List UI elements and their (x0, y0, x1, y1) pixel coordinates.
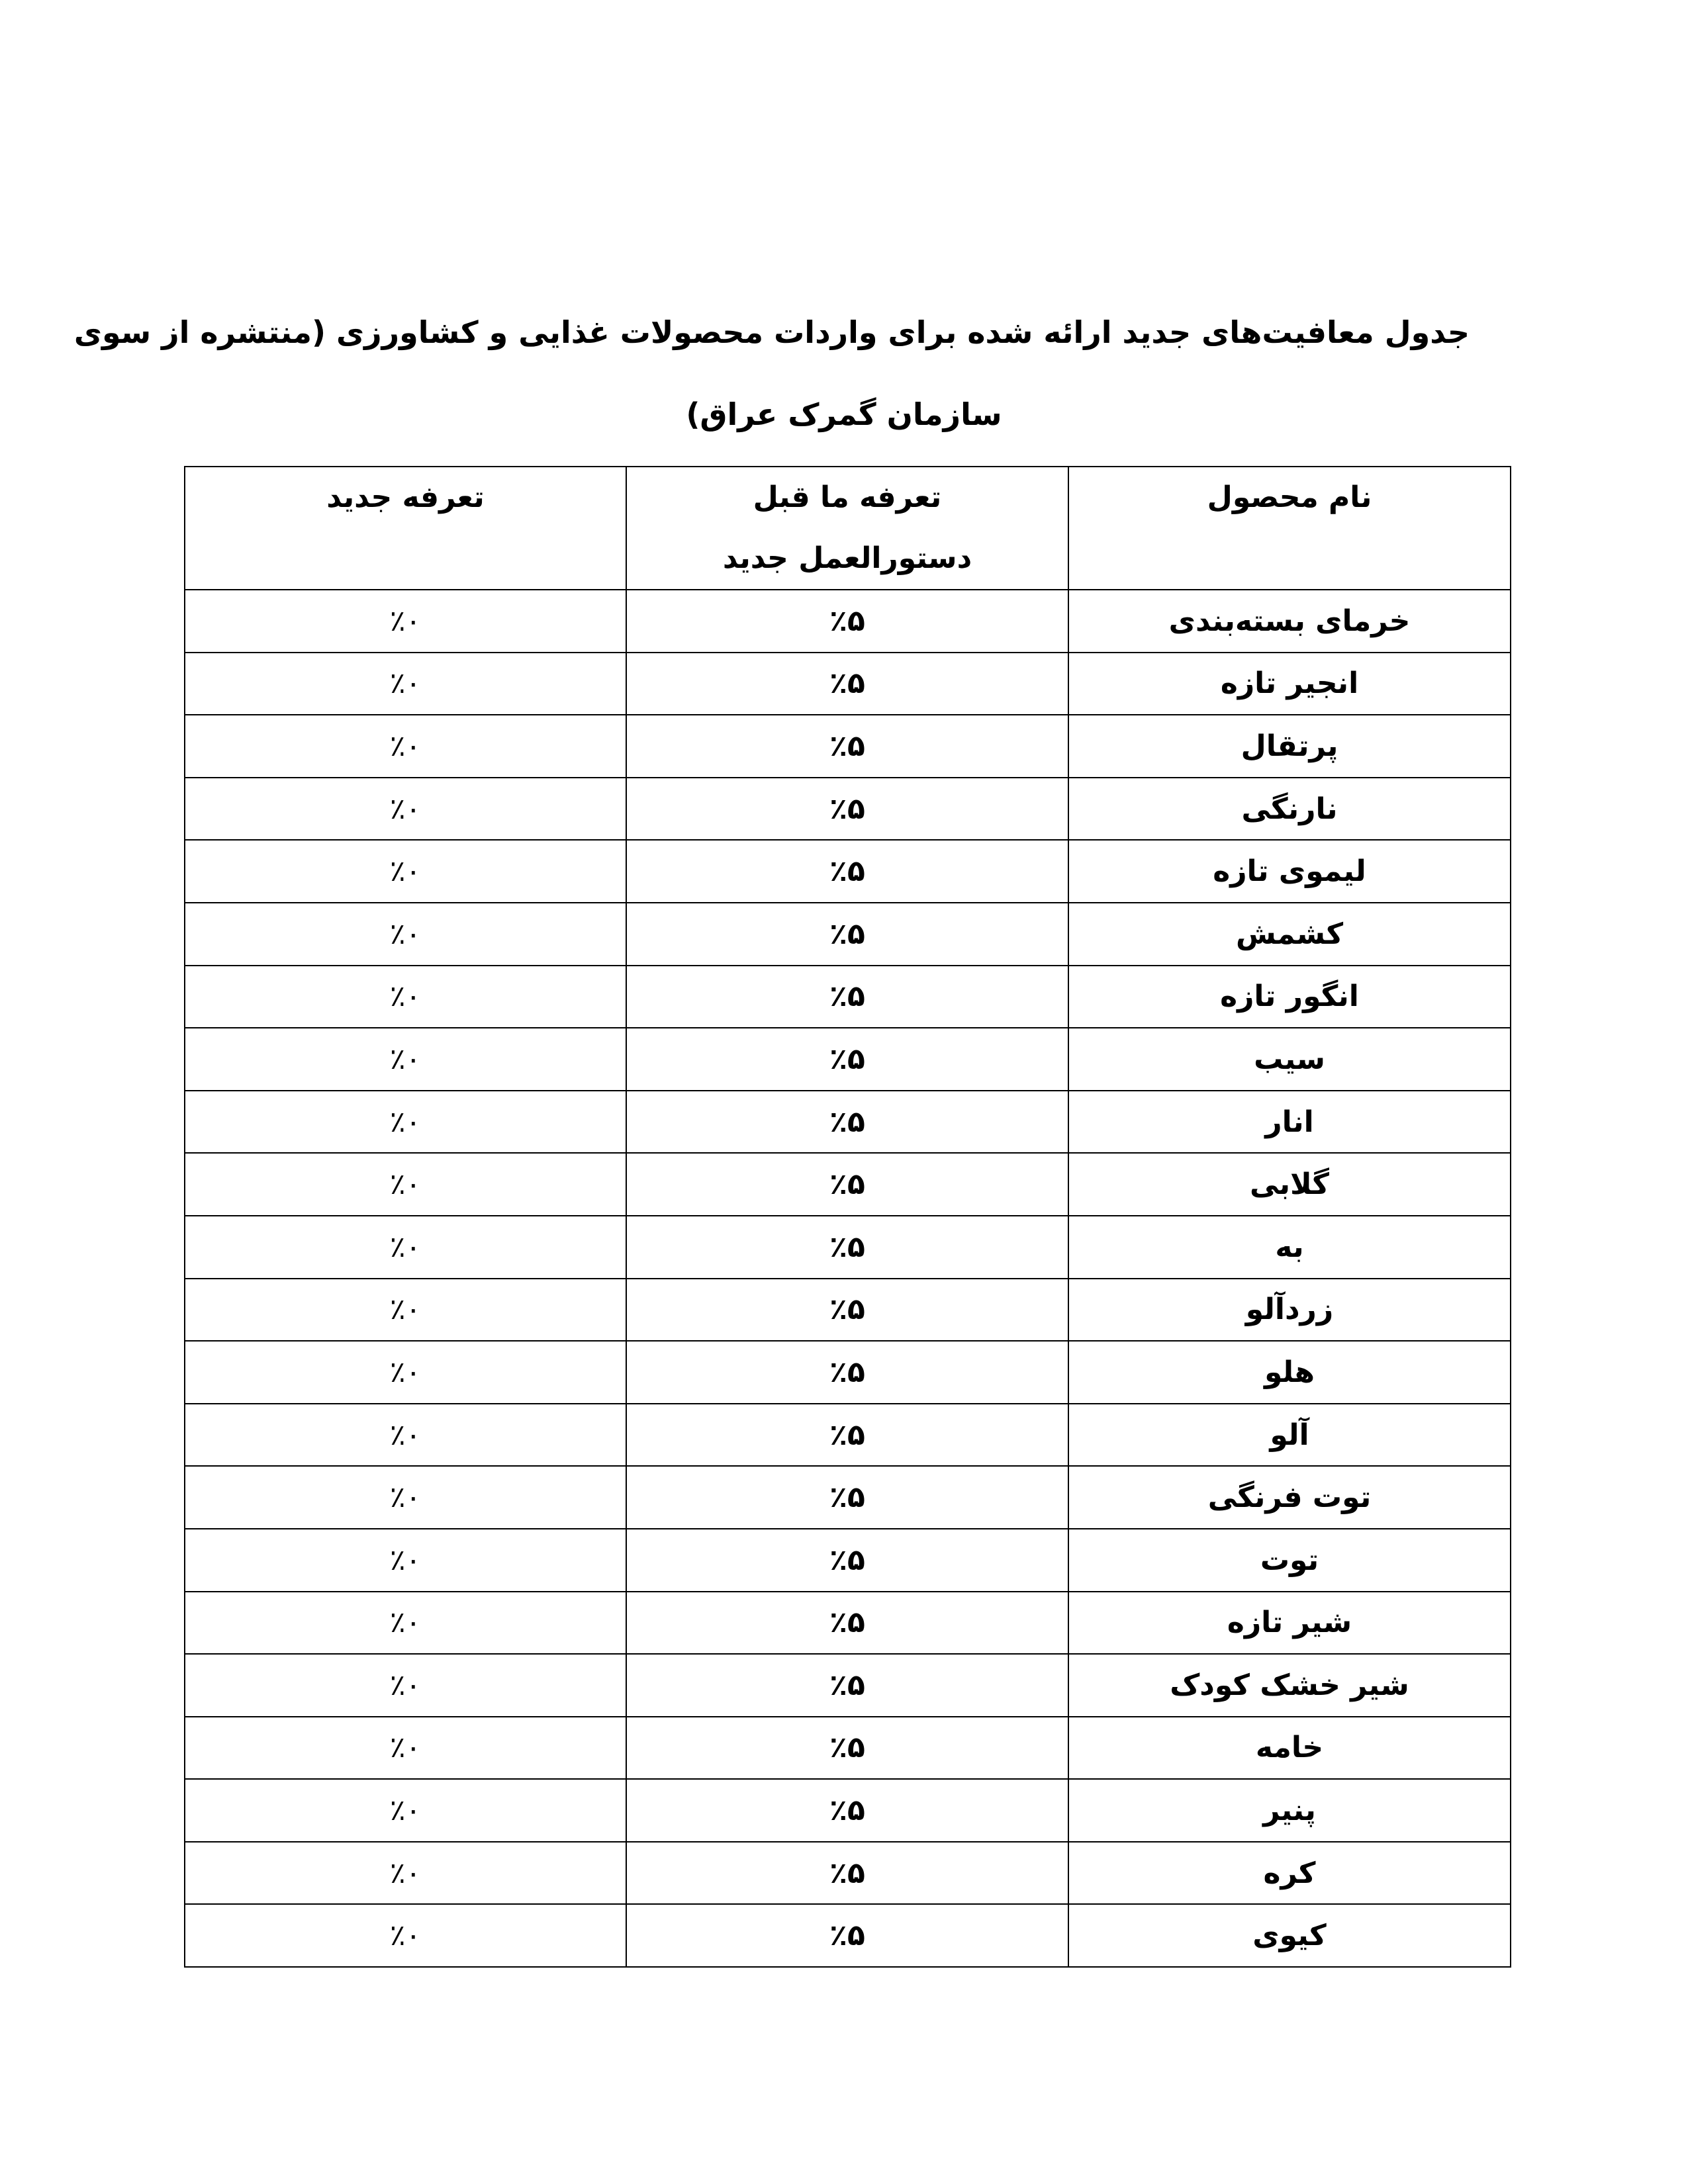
table-row (185, 1153, 1511, 1216)
old-tariff-cell: ٪۵ (626, 840, 1068, 903)
table-row (185, 1466, 1511, 1529)
old-tariff-cell: ٪۵ (626, 1216, 1068, 1279)
table-row (185, 715, 1511, 778)
header-product-label: نام محصول (1207, 480, 1372, 514)
new-tariff-cell: ٪۰ (185, 1216, 626, 1279)
table-row (185, 1341, 1511, 1404)
table-row (185, 1779, 1511, 1842)
new-tariff-cell: ٪۰ (185, 966, 626, 1028)
document-title (73, 291, 1470, 455)
new-tariff-cell: ٪۰ (185, 1904, 626, 1967)
new-tariff-cell: ٪۰ (185, 653, 626, 715)
new-tariff-cell: ٪۰ (185, 1592, 626, 1655)
old-tariff-cell: ٪۵ (626, 1842, 1068, 1905)
product-cell: شیر تازه (1068, 1592, 1511, 1655)
old-tariff-cell: ٪۵ (626, 1153, 1068, 1216)
new-tariff-cell: ٪۰ (185, 1717, 626, 1780)
new-tariff-cell: ٪۰ (185, 1842, 626, 1905)
new-tariff-cell: ٪۰ (185, 1404, 626, 1467)
table-row (185, 1028, 1511, 1091)
product-cell: توت (1068, 1529, 1511, 1592)
product-cell: توت فرنگی (1068, 1466, 1511, 1529)
old-tariff-cell: ٪۵ (626, 1592, 1068, 1655)
product-cell: سیب (1068, 1028, 1511, 1091)
header-new-tariff (185, 467, 626, 590)
new-tariff-cell: ٪۰ (185, 1529, 626, 1592)
header-old-tariff-label: تعرفه ما قبل دستورالعمل جدید (722, 480, 972, 575)
product-cell: خامه (1068, 1717, 1511, 1780)
new-tariff-cell: ٪۰ (185, 1341, 626, 1404)
new-tariff-cell: ٪۰ (185, 1091, 626, 1154)
product-cell: شیر خشک کودک (1068, 1654, 1511, 1717)
new-tariff-cell: ٪۰ (185, 903, 626, 966)
product-cell: پنیر (1068, 1779, 1511, 1842)
product-cell: گلابی (1068, 1153, 1511, 1216)
new-tariff-cell: ٪۰ (185, 778, 626, 841)
old-tariff-cell: ٪۵ (626, 715, 1068, 778)
old-tariff-cell: ٪۵ (626, 1779, 1068, 1842)
table-row (185, 1091, 1511, 1154)
product-cell: خرمای بسته‌بندی (1068, 590, 1511, 653)
product-cell: آلو (1068, 1404, 1511, 1467)
product-cell: به (1068, 1216, 1511, 1279)
product-cell: نارنگی (1068, 778, 1511, 841)
header-old-tariff (626, 467, 1068, 590)
table-row (185, 1279, 1511, 1342)
title-line-2: سازمان گمرک عراق) (686, 396, 1002, 432)
new-tariff-cell: ٪۰ (185, 1028, 626, 1091)
old-tariff-cell: ٪۵ (626, 903, 1068, 966)
old-tariff-cell: ٪۵ (626, 653, 1068, 715)
old-tariff-cell: ٪۵ (626, 1028, 1068, 1091)
product-cell: کره (1068, 1842, 1511, 1905)
table-body (185, 590, 1511, 1967)
table-row (185, 1404, 1511, 1467)
product-cell: لیموی تازه (1068, 840, 1511, 903)
table-row (185, 840, 1511, 903)
new-tariff-cell: ٪۰ (185, 840, 626, 903)
product-cell: زردآلو (1068, 1279, 1511, 1342)
old-tariff-cell: ٪۵ (626, 1466, 1068, 1529)
new-tariff-cell: ٪۰ (185, 1466, 626, 1529)
product-cell: انگور تازه (1068, 966, 1511, 1028)
title-line-1: جدول معافیت‌های جدید ارائه شده برای واردات محصولات غذایی و کشاورزی (منتشره از سوی (73, 314, 1470, 350)
table-row (185, 1842, 1511, 1905)
product-cell: انار (1068, 1091, 1511, 1154)
table-row (185, 1592, 1511, 1655)
product-cell: هلو (1068, 1341, 1511, 1404)
product-cell: انجیر تازه (1068, 653, 1511, 715)
table-row (185, 1529, 1511, 1592)
old-tariff-cell: ٪۵ (626, 1404, 1068, 1467)
table-row (185, 1904, 1511, 1967)
old-tariff-cell: ٪۵ (626, 590, 1068, 653)
header-product (1068, 467, 1511, 590)
new-tariff-cell: ٪۰ (185, 590, 626, 653)
old-tariff-cell: ٪۵ (626, 1717, 1068, 1780)
table-row (185, 1216, 1511, 1279)
old-tariff-cell: ٪۵ (626, 778, 1068, 841)
new-tariff-cell: ٪۰ (185, 715, 626, 778)
old-tariff-cell: ٪۵ (626, 1529, 1068, 1592)
table-row (185, 653, 1511, 715)
product-cell: کیوی (1068, 1904, 1511, 1967)
table-row (185, 966, 1511, 1028)
old-tariff-cell: ٪۵ (626, 1654, 1068, 1717)
table-row (185, 1654, 1511, 1717)
table-row (185, 590, 1511, 653)
table-row (185, 1717, 1511, 1780)
old-tariff-cell: ٪۵ (626, 1341, 1068, 1404)
table-row (185, 903, 1511, 966)
new-tariff-cell: ٪۰ (185, 1153, 626, 1216)
old-tariff-cell: ٪۵ (626, 1091, 1068, 1154)
product-cell: کشمش (1068, 903, 1511, 966)
new-tariff-cell: ٪۰ (185, 1779, 626, 1842)
table-row (185, 778, 1511, 841)
new-tariff-cell: ٪۰ (185, 1654, 626, 1717)
tariff-table (184, 466, 1511, 1968)
old-tariff-cell: ٪۵ (626, 1279, 1068, 1342)
new-tariff-cell: ٪۰ (185, 1279, 626, 1342)
product-cell: پرتقال (1068, 715, 1511, 778)
old-tariff-cell: ٪۵ (626, 966, 1068, 1028)
table-header-row (185, 467, 1511, 590)
old-tariff-cell: ٪۵ (626, 1904, 1068, 1967)
header-new-tariff-label: تعرفه جدید (326, 480, 485, 514)
